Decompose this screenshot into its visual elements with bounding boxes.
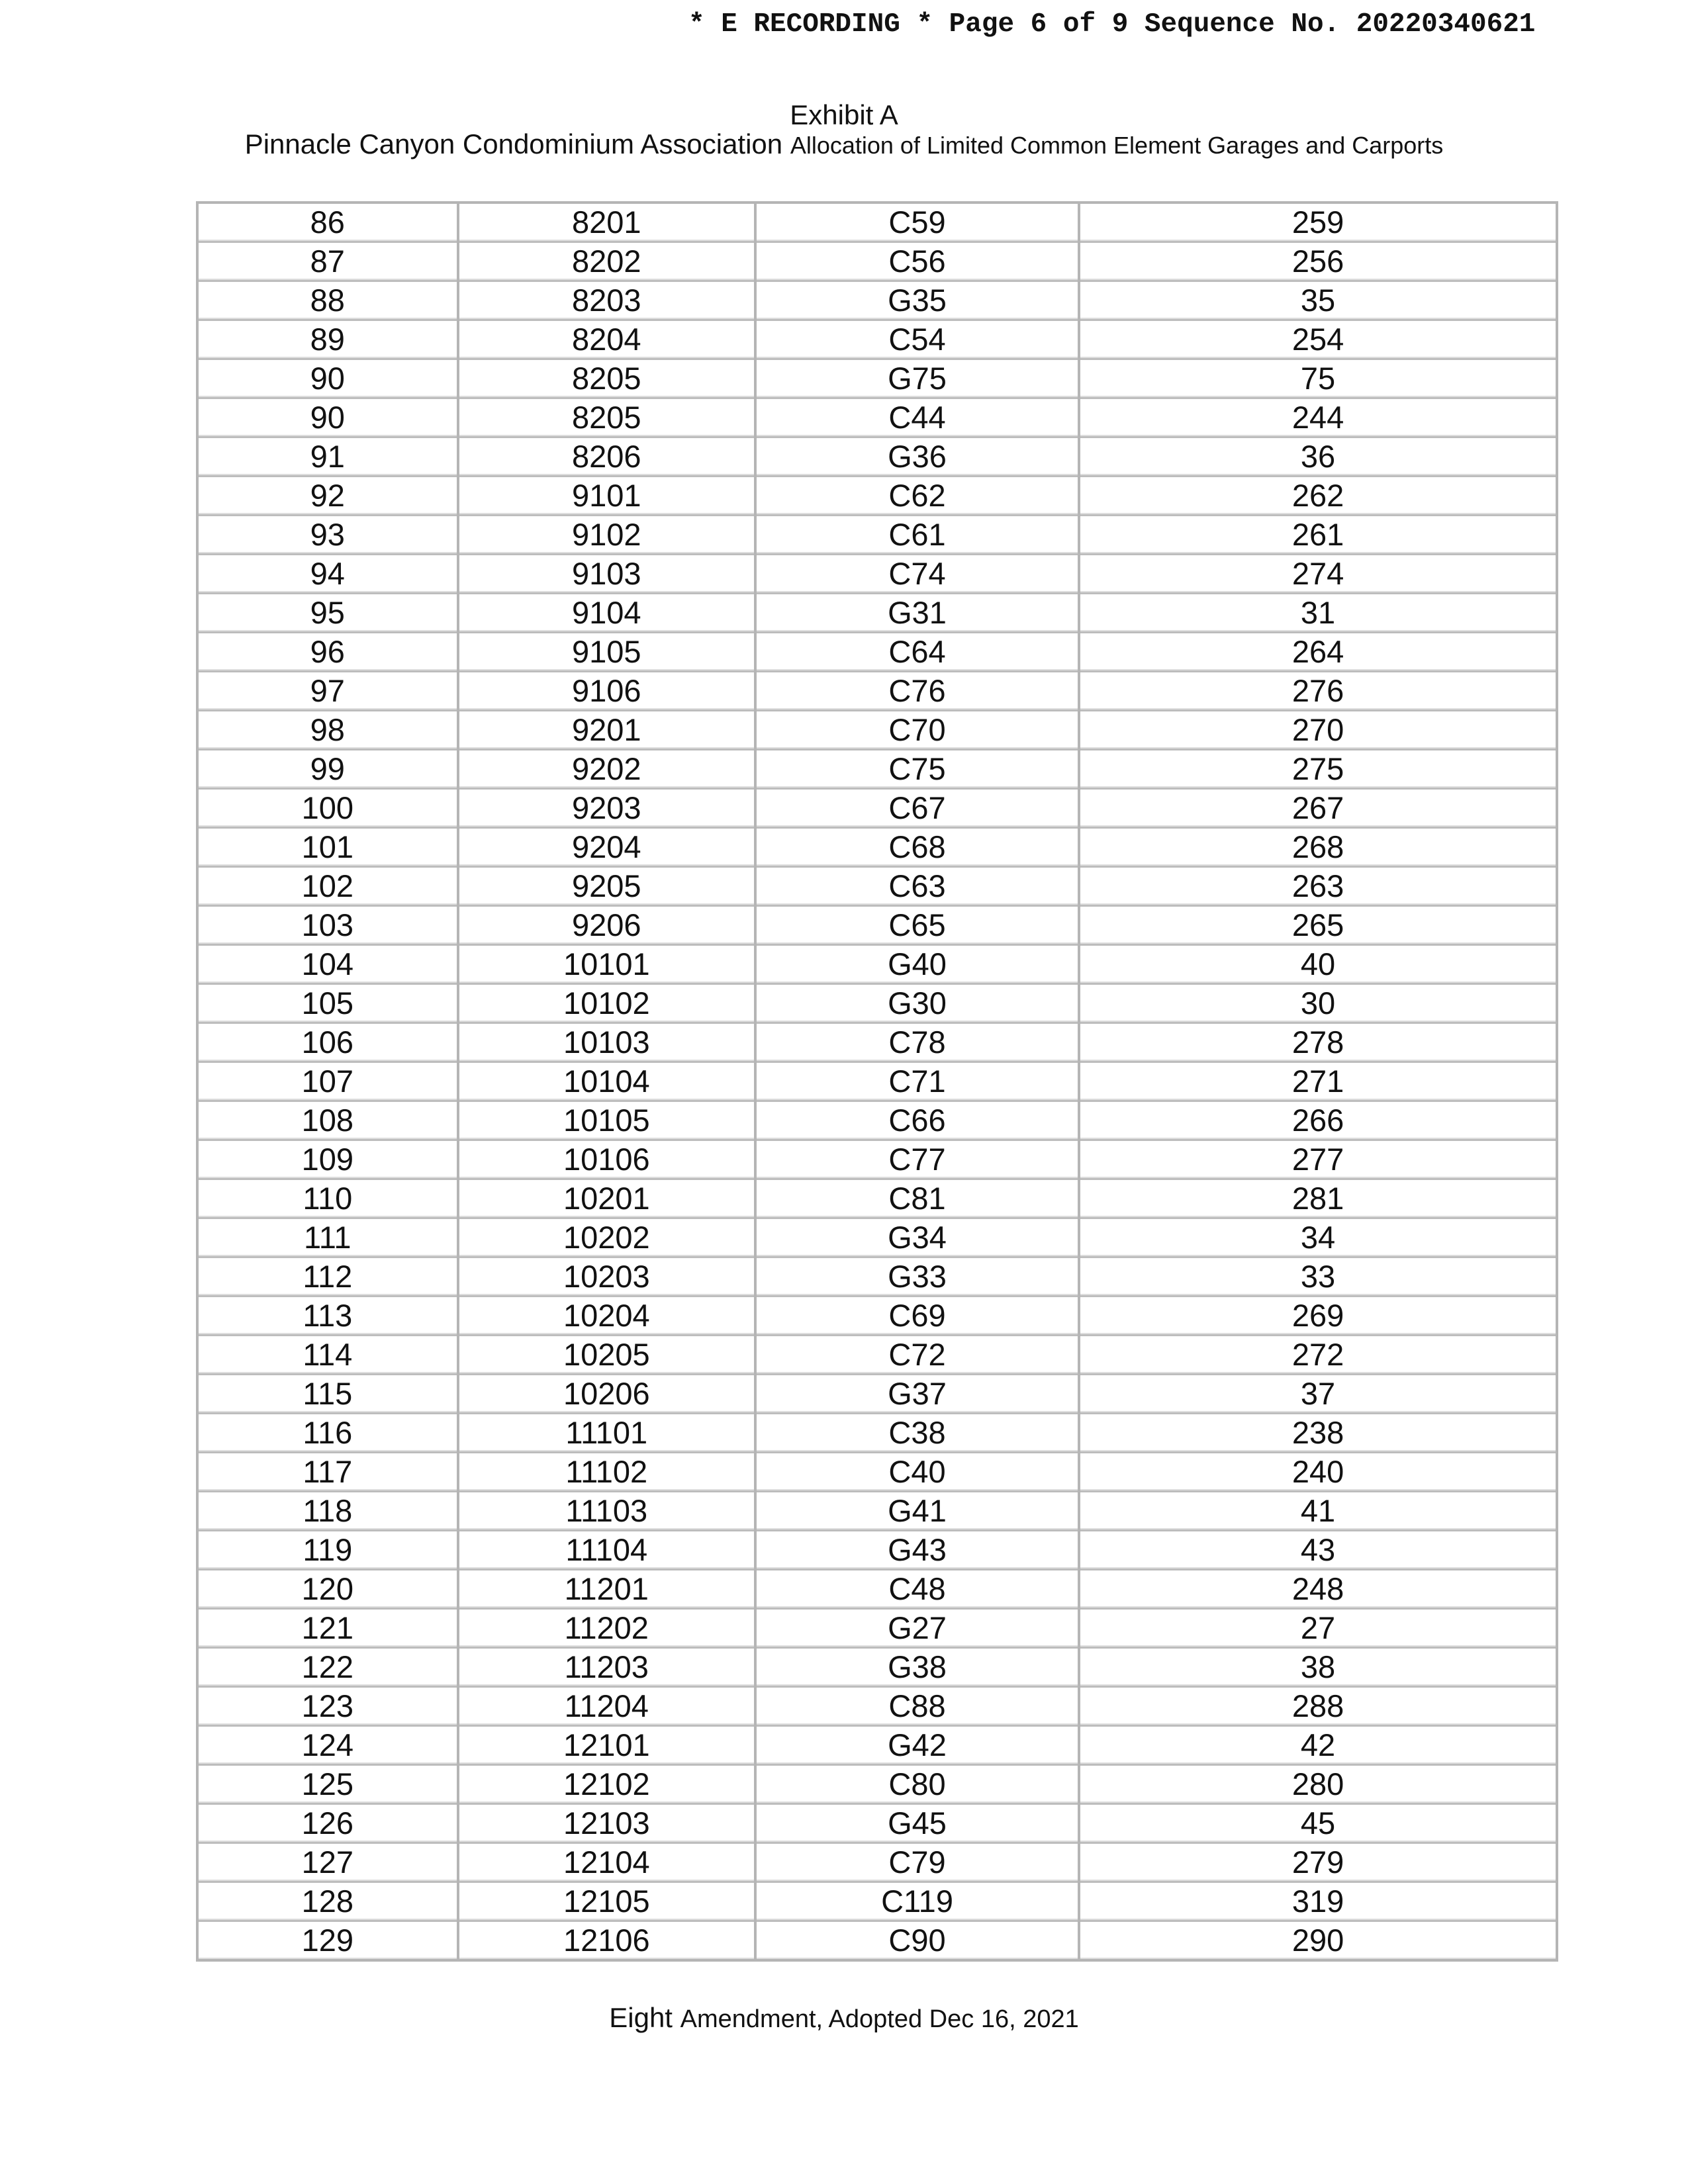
unit-number-cell: 12104 [458,1843,755,1882]
unit-number-cell: 9204 [458,828,755,867]
unit-index-cell: 95 [197,594,458,633]
unit-index-cell: 122 [197,1648,458,1687]
space-id-cell: G38 [755,1648,1079,1687]
space-number-cell: 264 [1079,633,1557,672]
unit-index-cell: 106 [197,1023,458,1062]
unit-index-cell: 90 [197,398,458,437]
table-row [197,1726,1557,1765]
unit-number-cell: 10104 [458,1062,755,1101]
unit-number-cell: 9104 [458,594,755,633]
unit-number-cell: 9105 [458,633,755,672]
unit-index-cell: 99 [197,750,458,789]
unit-index-cell: 87 [197,242,458,281]
space-number-cell: 40 [1079,945,1557,984]
space-id-cell: G41 [755,1492,1079,1531]
space-number-cell: 277 [1079,1140,1557,1179]
space-number-cell: 43 [1079,1531,1557,1570]
unit-index-cell: 93 [197,516,458,555]
unit-index-cell: 116 [197,1414,458,1453]
unit-index-cell: 91 [197,437,458,477]
space-number-cell: 261 [1079,516,1557,555]
unit-number-cell: 8206 [458,437,755,477]
table-row [197,398,1557,437]
unit-number-cell: 8205 [458,398,755,437]
table-row [197,1648,1557,1687]
space-id-cell: C76 [755,672,1079,711]
allocation-table [196,201,1558,1962]
space-id-cell: C69 [755,1297,1079,1336]
table-row [197,437,1557,477]
table-row [197,516,1557,555]
space-id-cell: C81 [755,1179,1079,1218]
space-id-cell: C67 [755,789,1079,828]
space-id-cell: C119 [755,1882,1079,1921]
space-number-cell: 288 [1079,1687,1557,1726]
allocation-table-body [197,203,1557,1960]
space-id-cell: G42 [755,1726,1079,1765]
table-row [197,477,1557,516]
unit-index-cell: 121 [197,1609,458,1648]
unit-index-cell: 88 [197,281,458,320]
space-number-cell: 244 [1079,398,1557,437]
space-number-cell: 268 [1079,828,1557,867]
space-number-cell: 262 [1079,477,1557,516]
unit-number-cell: 11204 [458,1687,755,1726]
space-id-cell: G45 [755,1804,1079,1843]
table-row [197,320,1557,359]
space-number-cell: 267 [1079,789,1557,828]
unit-index-cell: 110 [197,1179,458,1218]
allocation-description: Allocation of Limited Common Element Garages and Carports [790,132,1444,159]
unit-index-cell: 115 [197,1375,458,1414]
table-row [197,1062,1557,1101]
space-id-cell: G36 [755,437,1079,477]
table-row [197,1570,1557,1609]
unit-index-cell: 120 [197,1570,458,1609]
table-row [197,1609,1557,1648]
unit-index-cell: 103 [197,906,458,945]
table-row [197,789,1557,828]
unit-index-cell: 111 [197,1218,458,1257]
unit-number-cell: 10201 [458,1179,755,1218]
space-number-cell: 266 [1079,1101,1557,1140]
space-id-cell: C72 [755,1336,1079,1375]
table-row [197,594,1557,633]
unit-number-cell: 11202 [458,1609,755,1648]
unit-number-cell: 9205 [458,867,755,906]
unit-index-cell: 114 [197,1336,458,1375]
table-row [197,281,1557,320]
space-id-cell: C80 [755,1765,1079,1804]
table-row [197,906,1557,945]
space-id-cell: C88 [755,1687,1079,1726]
table-row [197,1531,1557,1570]
unit-index-cell: 124 [197,1726,458,1765]
unit-index-cell: 104 [197,945,458,984]
table-row [197,1375,1557,1414]
unit-number-cell: 12103 [458,1804,755,1843]
recording-header: * E RECORDING * Page 6 of 9 Sequence No. 20220340621 [688,9,1536,40]
unit-index-cell: 108 [197,1101,458,1140]
unit-number-cell: 11203 [458,1648,755,1687]
unit-number-cell: 9201 [458,711,755,750]
table-row [197,1804,1557,1843]
unit-number-cell: 9202 [458,750,755,789]
space-id-cell: G27 [755,1609,1079,1648]
space-id-cell: G75 [755,359,1079,398]
space-number-cell: 254 [1079,320,1557,359]
unit-number-cell: 10203 [458,1257,755,1297]
space-id-cell: C78 [755,1023,1079,1062]
space-id-cell: G40 [755,945,1079,984]
unit-index-cell: 102 [197,867,458,906]
table-row [197,1218,1557,1257]
unit-number-cell: 10204 [458,1297,755,1336]
space-id-cell: C68 [755,828,1079,867]
space-number-cell: 269 [1079,1297,1557,1336]
space-number-cell: 259 [1079,203,1557,242]
unit-number-cell: 10205 [458,1336,755,1375]
unit-index-cell: 126 [197,1804,458,1843]
space-id-cell: C75 [755,750,1079,789]
unit-number-cell: 12101 [458,1726,755,1765]
space-number-cell: 37 [1079,1375,1557,1414]
space-id-cell: C77 [755,1140,1079,1179]
space-id-cell: C71 [755,1062,1079,1101]
footer-adoption-date: Amendment, Adopted Dec 16, 2021 [680,2005,1079,2033]
unit-index-cell: 92 [197,477,458,516]
table-row [197,1492,1557,1531]
space-number-cell: 38 [1079,1648,1557,1687]
table-row [197,242,1557,281]
space-id-cell: G34 [755,1218,1079,1257]
unit-index-cell: 118 [197,1492,458,1531]
unit-number-cell: 11201 [458,1570,755,1609]
space-number-cell: 75 [1079,359,1557,398]
unit-index-cell: 105 [197,984,458,1023]
space-number-cell: 263 [1079,867,1557,906]
table-row [197,1414,1557,1453]
space-id-cell: C90 [755,1921,1079,1961]
unit-number-cell: 10106 [458,1140,755,1179]
space-number-cell: 34 [1079,1218,1557,1257]
unit-index-cell: 129 [197,1921,458,1961]
unit-index-cell: 127 [197,1843,458,1882]
amendment-footer [0,2002,1688,2034]
unit-number-cell: 9103 [458,555,755,594]
space-number-cell: 279 [1079,1843,1557,1882]
space-number-cell: 256 [1079,242,1557,281]
space-id-cell: C66 [755,1101,1079,1140]
table-row [197,1179,1557,1218]
exhibit-subtitle [0,128,1688,160]
unit-number-cell: 8205 [458,359,755,398]
unit-index-cell: 119 [197,1531,458,1570]
space-id-cell: C79 [755,1843,1079,1882]
unit-number-cell: 10202 [458,1218,755,1257]
space-number-cell: 270 [1079,711,1557,750]
space-id-cell: C64 [755,633,1079,672]
unit-number-cell: 12106 [458,1921,755,1961]
unit-index-cell: 123 [197,1687,458,1726]
unit-index-cell: 107 [197,1062,458,1101]
table-row [197,672,1557,711]
table-row [197,750,1557,789]
unit-index-cell: 90 [197,359,458,398]
space-number-cell: 319 [1079,1882,1557,1921]
space-number-cell: 31 [1079,594,1557,633]
unit-number-cell: 9203 [458,789,755,828]
unit-number-cell: 8201 [458,203,755,242]
footer-amendment-number: Eight [609,2002,673,2033]
table-row [197,1765,1557,1804]
unit-number-cell: 11101 [458,1414,755,1453]
unit-number-cell: 10105 [458,1101,755,1140]
space-id-cell: C59 [755,203,1079,242]
unit-number-cell: 11103 [458,1492,755,1531]
unit-number-cell: 10101 [458,945,755,984]
space-id-cell: G43 [755,1531,1079,1570]
exhibit-title: Exhibit A [790,99,898,130]
space-id-cell: G33 [755,1257,1079,1297]
table-row [197,1687,1557,1726]
space-number-cell: 35 [1079,281,1557,320]
unit-index-cell: 112 [197,1257,458,1297]
unit-index-cell: 96 [197,633,458,672]
space-number-cell: 278 [1079,1023,1557,1062]
table-row [197,1336,1557,1375]
space-number-cell: 280 [1079,1765,1557,1804]
unit-index-cell: 100 [197,789,458,828]
space-number-cell: 265 [1079,906,1557,945]
space-number-cell: 45 [1079,1804,1557,1843]
space-number-cell: 42 [1079,1726,1557,1765]
table-row [197,203,1557,242]
space-id-cell: C38 [755,1414,1079,1453]
space-number-cell: 240 [1079,1453,1557,1492]
space-id-cell: C56 [755,242,1079,281]
space-number-cell: 41 [1079,1492,1557,1531]
space-number-cell: 27 [1079,1609,1557,1648]
table-row [197,1101,1557,1140]
unit-index-cell: 98 [197,711,458,750]
space-id-cell: C63 [755,867,1079,906]
unit-number-cell: 8204 [458,320,755,359]
table-row [197,633,1557,672]
unit-number-cell: 11102 [458,1453,755,1492]
space-id-cell: C65 [755,906,1079,945]
table-row [197,828,1557,867]
space-number-cell: 272 [1079,1336,1557,1375]
unit-index-cell: 113 [197,1297,458,1336]
unit-index-cell: 89 [197,320,458,359]
space-number-cell: 33 [1079,1257,1557,1297]
space-id-cell: G31 [755,594,1079,633]
table-row [197,867,1557,906]
table-row [197,945,1557,984]
unit-number-cell: 8202 [458,242,755,281]
table-row [197,359,1557,398]
space-id-cell: C61 [755,516,1079,555]
space-number-cell: 274 [1079,555,1557,594]
unit-number-cell: 9102 [458,516,755,555]
unit-number-cell: 9206 [458,906,755,945]
space-id-cell: G30 [755,984,1079,1023]
space-number-cell: 248 [1079,1570,1557,1609]
unit-index-cell: 128 [197,1882,458,1921]
space-id-cell: C44 [755,398,1079,437]
table-row [197,1297,1557,1336]
unit-index-cell: 101 [197,828,458,867]
space-number-cell: 275 [1079,750,1557,789]
space-id-cell: G37 [755,1375,1079,1414]
space-number-cell: 238 [1079,1414,1557,1453]
space-id-cell: C70 [755,711,1079,750]
table-row [197,984,1557,1023]
unit-number-cell: 10102 [458,984,755,1023]
space-id-cell: C48 [755,1570,1079,1609]
unit-index-cell: 125 [197,1765,458,1804]
unit-index-cell: 117 [197,1453,458,1492]
table-row [197,711,1557,750]
table-row [197,1843,1557,1882]
space-number-cell: 30 [1079,984,1557,1023]
table-row [197,1023,1557,1062]
space-id-cell: C74 [755,555,1079,594]
space-number-cell: 36 [1079,437,1557,477]
unit-number-cell: 10103 [458,1023,755,1062]
unit-index-cell: 109 [197,1140,458,1179]
space-id-cell: C40 [755,1453,1079,1492]
unit-number-cell: 12102 [458,1765,755,1804]
unit-index-cell: 97 [197,672,458,711]
table-row [197,1921,1557,1961]
table-row [197,1882,1557,1921]
table-row [197,1453,1557,1492]
unit-number-cell: 10206 [458,1375,755,1414]
unit-index-cell: 86 [197,203,458,242]
space-id-cell: C62 [755,477,1079,516]
table-row [197,1257,1557,1297]
unit-number-cell: 9106 [458,672,755,711]
space-id-cell: C54 [755,320,1079,359]
space-id-cell: G35 [755,281,1079,320]
unit-number-cell: 9101 [458,477,755,516]
table-row [197,555,1557,594]
space-number-cell: 281 [1079,1179,1557,1218]
unit-index-cell: 94 [197,555,458,594]
unit-number-cell: 11104 [458,1531,755,1570]
unit-number-cell: 12105 [458,1882,755,1921]
space-number-cell: 290 [1079,1921,1557,1961]
table-row [197,1140,1557,1179]
unit-number-cell: 8203 [458,281,755,320]
space-number-cell: 271 [1079,1062,1557,1101]
space-number-cell: 276 [1079,672,1557,711]
association-name: Pinnacle Canyon Condominium Association [244,128,783,159]
